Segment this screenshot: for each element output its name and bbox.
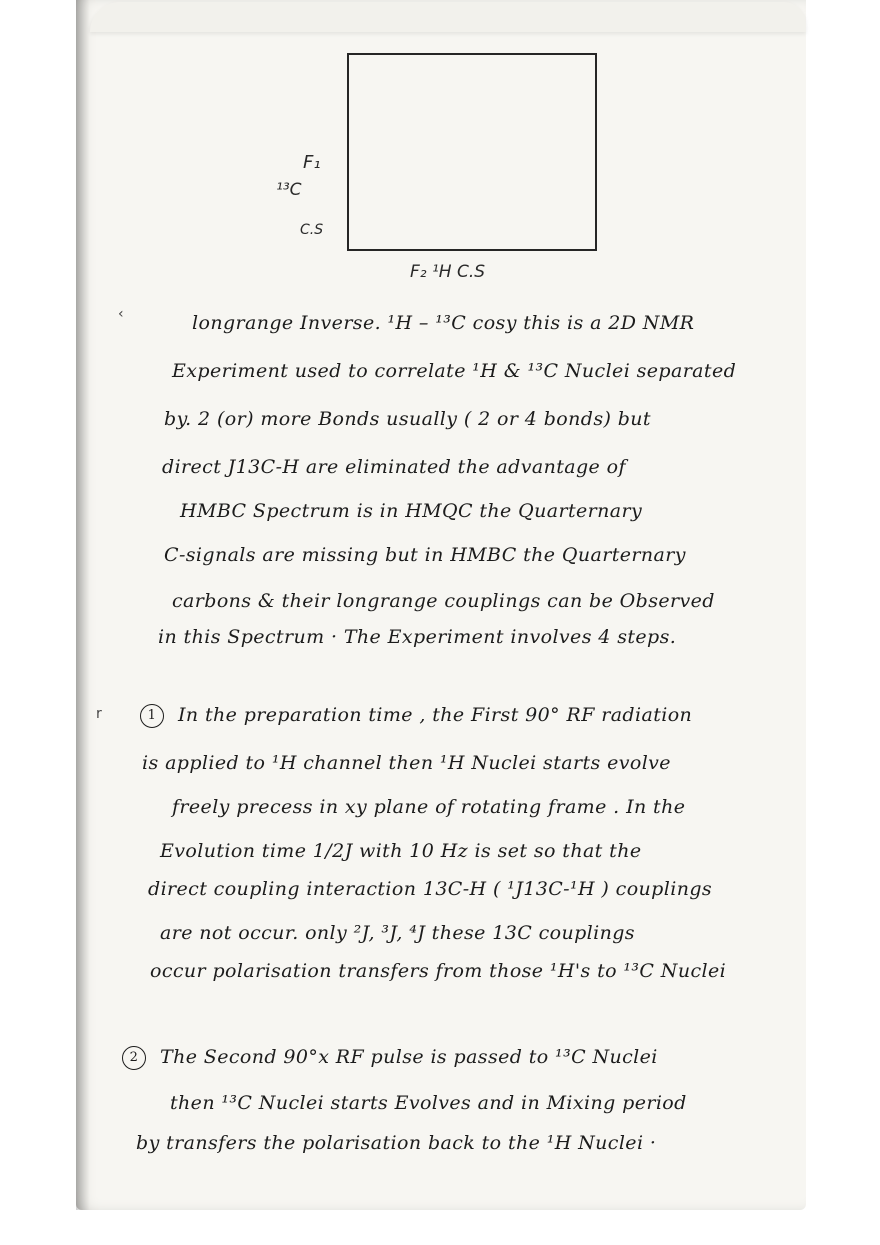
step-marker: 2 <box>122 1046 146 1070</box>
text-line: carbons & their longrange couplings can be Observed <box>172 590 715 612</box>
text-line: C-signals are missing but in HMBC the Quarternary <box>164 544 686 566</box>
text-line: occur polarisation transfers from those ¹H's to ¹³C Nuclei <box>150 960 727 982</box>
y-axis-label-f1: F₁ <box>303 152 321 173</box>
step-2-first-line <box>122 1046 658 1070</box>
text-line: HMBC Spectrum is in HMQC the Quarternary <box>180 500 643 522</box>
margin-mark: r <box>96 706 102 722</box>
spectrum-frame <box>347 53 597 251</box>
text-line: by transfers the polarisation back to the ¹H Nuclei · <box>136 1132 657 1154</box>
text-line: Evolution time 1/2J with 10 Hz is set so that the <box>160 840 642 862</box>
x-axis-label: F₂ ¹H C.S <box>410 262 486 282</box>
text-line: in this Spectrum · The Experiment involves 4 steps. <box>158 626 677 648</box>
y-axis-label-cs: C.S <box>300 222 324 238</box>
text-line: is applied to ¹H channel then ¹H Nuclei starts evolve <box>142 752 671 774</box>
text-line: freely precess in xy plane of rotating frame . In the <box>172 796 686 818</box>
text-line: then ¹³C Nuclei starts Evolves and in Mixing period <box>170 1092 687 1114</box>
text-line: are not occur. only ²J, ³J, ⁴J these 13C couplings <box>160 922 635 944</box>
page-curl <box>90 2 806 32</box>
step-1-first-line <box>140 704 692 728</box>
text-line: Experiment used to correlate ¹H & ¹³C Nuclei separated <box>172 360 737 382</box>
text-line: direct coupling interaction 13C-H ( ¹J13C-¹H ) couplings <box>148 878 713 900</box>
y-axis-label-13c: ¹³C <box>276 180 302 200</box>
text-line: The Second 90°x RF pulse is passed to ¹³C Nuclei <box>160 1046 658 1068</box>
page-spine-shadow <box>76 0 90 1210</box>
text-line: In the preparation time , the First 90° RF radiation <box>178 704 693 726</box>
margin-mark: ‹ <box>118 306 124 322</box>
step-marker: 1 <box>140 704 164 728</box>
text-line: by. 2 (or) more Bonds usually ( 2 or 4 bonds) but <box>164 408 651 430</box>
text-line: direct J13C-H are eliminated the advantage of <box>162 456 626 478</box>
text-line: longrange Inverse. ¹H – ¹³C cosy this is a 2D NMR <box>192 312 695 334</box>
